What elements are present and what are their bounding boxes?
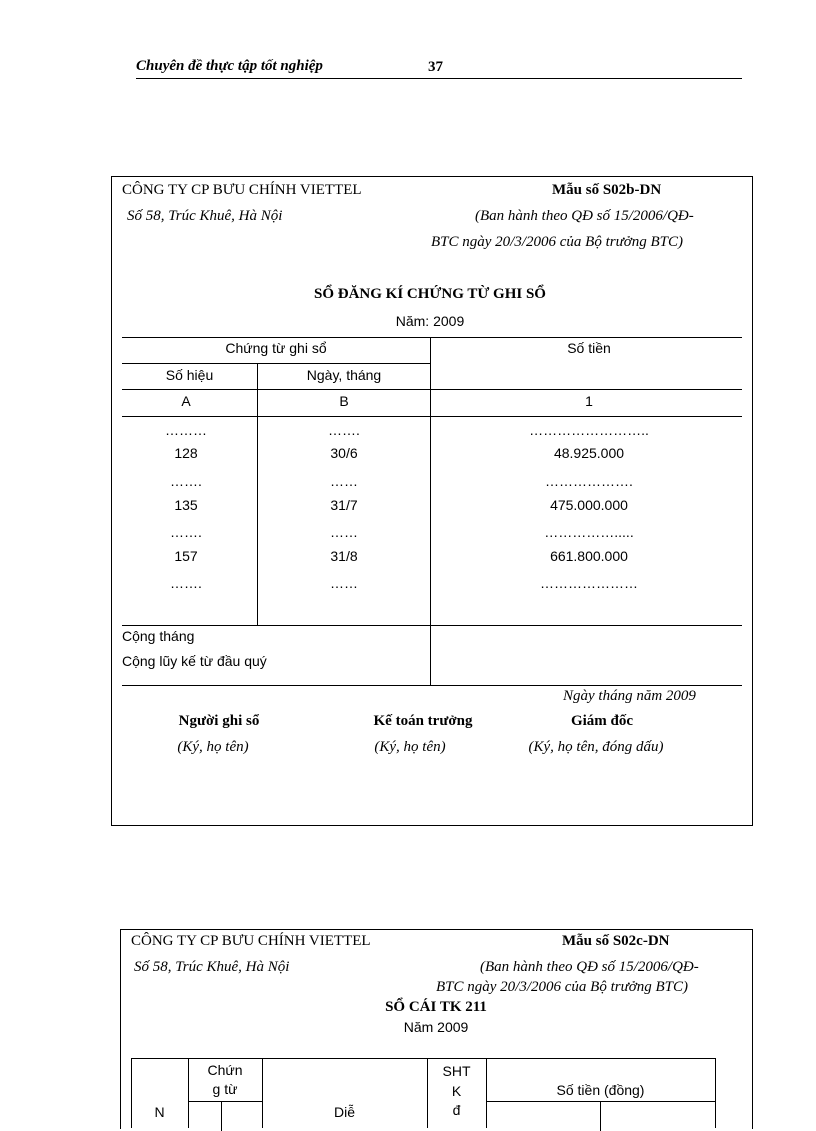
table1-top-rule: [122, 337, 742, 338]
table1-subheader-rule: [122, 363, 430, 364]
form1-date-line: Ngày tháng năm 2009: [563, 688, 696, 704]
table1-code-1: 1: [585, 393, 593, 409]
signature-role: Kế toán trưởng: [373, 713, 473, 729]
table1-total-month: Cộng tháng: [122, 628, 195, 644]
signature-note: (Ký, họ tên): [374, 739, 446, 755]
table-row-cell: 31/7: [330, 497, 358, 513]
table1-total-cumulative: Cộng lũy kế từ đầu quý: [122, 653, 267, 669]
table-row-cell: …………….....: [544, 524, 634, 540]
table-row-cell: ……: [330, 575, 358, 591]
table-row-cell: …….: [328, 422, 360, 438]
table-row-cell: ……………….: [545, 473, 633, 489]
table2-col-voucher-2: g từ: [212, 1081, 238, 1097]
form1-title: SỔ ĐĂNG KÍ CHỨNG TỪ GHI SỔ: [314, 286, 546, 302]
table-row-cell: …………………: [540, 575, 638, 591]
page-number: 37: [428, 59, 443, 75]
table-row-cell: ……: [330, 524, 358, 540]
signature-note: (Ký, họ tên, đóng dấu): [528, 739, 664, 755]
table2-subheader-rule: [188, 1101, 262, 1102]
form2-address: Số 58, Trúc Khuê, Hà Nội: [134, 959, 290, 975]
table-row-cell: 128: [174, 445, 198, 461]
table-row-cell: 661.800.000: [550, 548, 628, 564]
signature-role: Người ghi sổ: [178, 713, 260, 729]
table2-col-sht-3: đ: [452, 1102, 461, 1118]
form2-company: CÔNG TY CP BƯU CHÍNH VIETTEL: [131, 933, 371, 949]
table-row-cell: 48.925.000: [553, 445, 625, 461]
table-row-cell: 30/6: [330, 445, 358, 461]
table1-col-date: Ngày, tháng: [306, 367, 382, 383]
form2-regulation-2: BTC ngày 20/3/2006 của Bộ trưởng BTC): [436, 979, 689, 995]
table2-col-sht-2: K: [451, 1083, 462, 1099]
table1-col-number: Số hiệu: [165, 367, 214, 383]
table1-group-header: Chứng từ ghi sổ: [225, 340, 327, 356]
table1-code-rule: [122, 416, 742, 417]
form1-regulation-2: BTC ngày 20/3/2006 của Bộ trưởng BTC): [431, 234, 684, 250]
table-row-cell: …….: [170, 524, 202, 540]
table2-col-desc: Diễ: [333, 1104, 355, 1120]
table2-top-rule: [131, 1058, 715, 1059]
form1-regulation-1: (Ban hành theo QĐ số 15/2006/QĐ-: [475, 208, 694, 224]
table-row-cell: 157: [174, 548, 198, 564]
form2-regulation-1: (Ban hành theo QĐ số 15/2006/QĐ-: [480, 959, 699, 975]
form2-year: Năm 2009: [403, 1019, 469, 1035]
form2-form-code: Mẫu số S02c-DN: [562, 933, 670, 949]
table2-col-n: N: [154, 1104, 165, 1120]
table1-code-b: B: [339, 393, 349, 409]
signature-role: Giám đốc: [570, 713, 634, 729]
signature-note: (Ký, họ tên): [177, 739, 249, 755]
table1-amount-header: Số tiền: [567, 340, 611, 356]
table1-total-bottom-rule: [122, 685, 742, 686]
table2-col-voucher-1: Chứn: [207, 1062, 243, 1078]
table1-body-bottom-rule: [122, 625, 742, 626]
table-row-cell: ………: [165, 422, 207, 438]
header-rule: [136, 78, 742, 79]
table2-col-sht-1: SHT: [442, 1063, 471, 1079]
table-row-cell: ……………………..: [529, 422, 649, 438]
table-row-cell: …….: [170, 473, 202, 489]
table-row-cell: 135: [174, 497, 198, 513]
table2-col-divider: [221, 1101, 222, 1131]
table-row-cell: 31/8: [330, 548, 358, 564]
table2-border-right: [715, 1058, 716, 1128]
table1-code-a: A: [181, 393, 191, 409]
form1-form-code: Mẫu số S02b-DN: [552, 182, 662, 198]
table1-header-bottom-rule: [122, 389, 742, 390]
table-row-cell: ……: [330, 473, 358, 489]
form1-year: Năm: 2009: [395, 313, 465, 329]
form1-company: CÔNG TY CP BƯU CHÍNH VIETTEL: [122, 182, 362, 198]
table-row-cell: 475.000.000: [550, 497, 628, 513]
table-row-cell: …….: [170, 575, 202, 591]
table2-col-divider: [600, 1101, 601, 1131]
form1-address: Số 58, Trúc Khuê, Hà Nội: [127, 208, 283, 224]
form2-title: SỔ CÁI TK 211: [385, 999, 487, 1015]
table2-col-amount: Số tiền (đồng): [556, 1082, 645, 1098]
page-header-title: Chuyên đề thực tập tốt nghiệp: [136, 58, 323, 74]
